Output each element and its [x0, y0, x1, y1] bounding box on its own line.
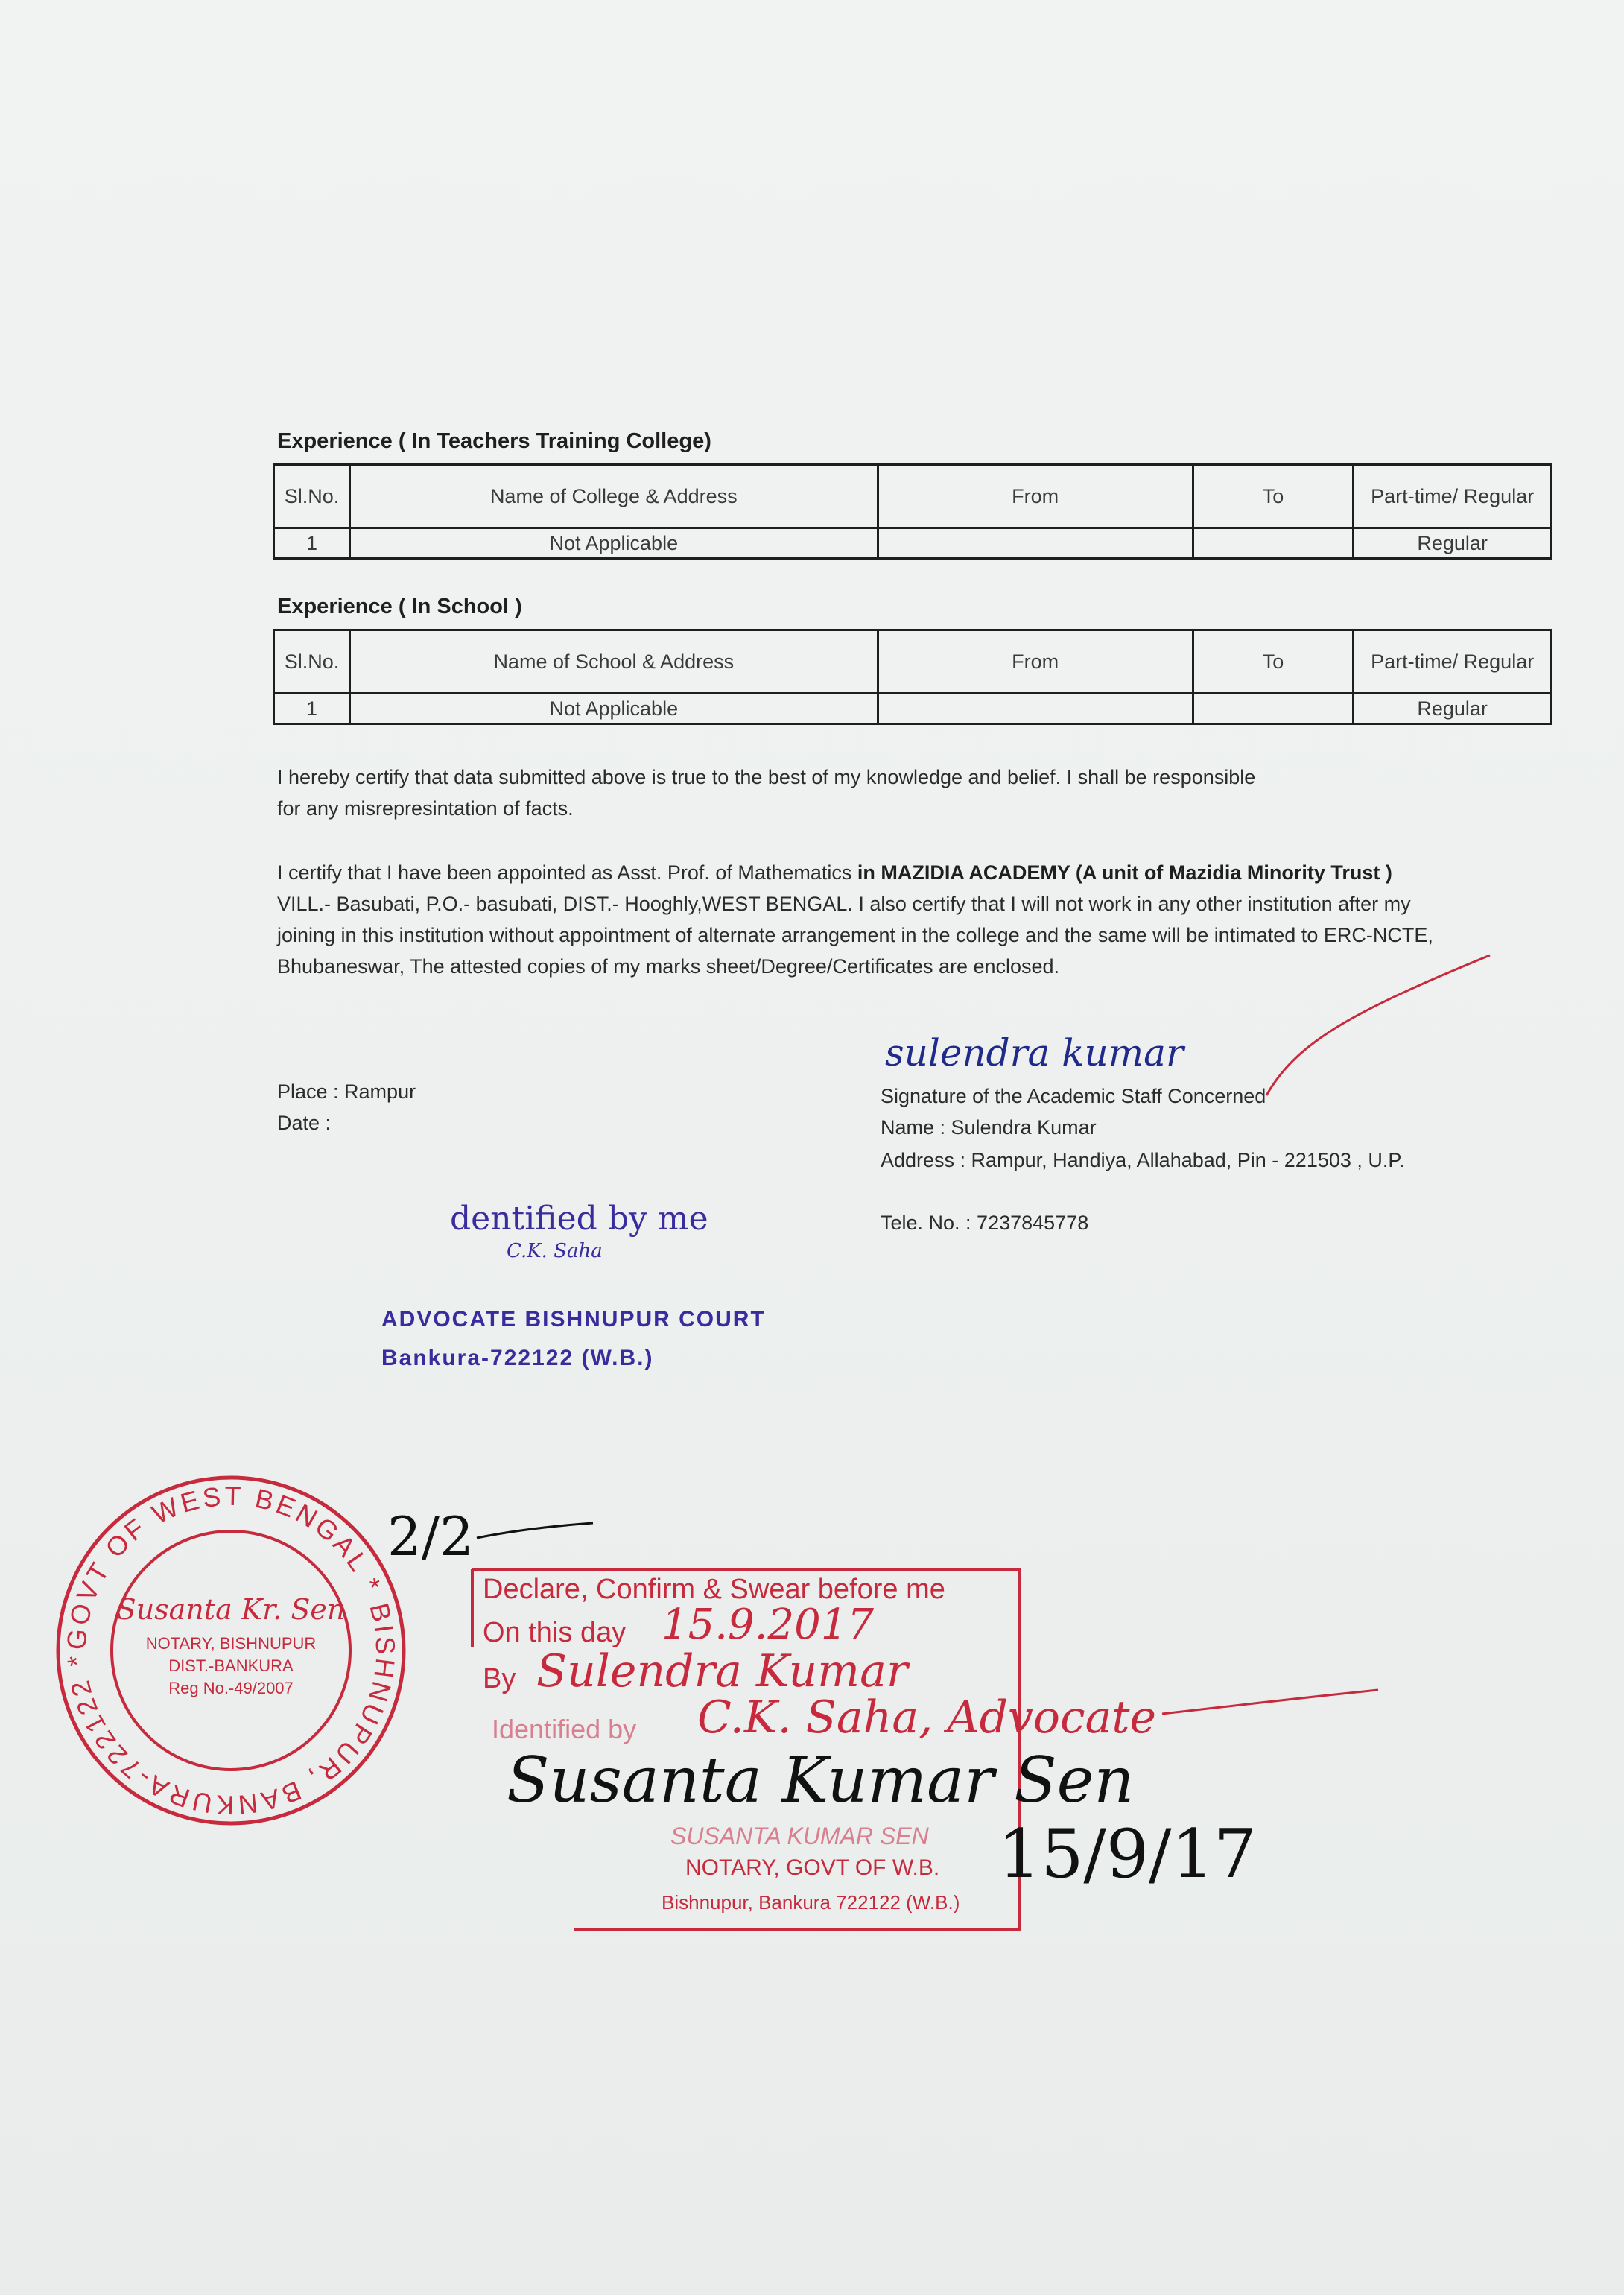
- signature-caption: Signature of the Academic Staff Concerned: [881, 1085, 1266, 1107]
- seal-line-3: Reg No.-49/2007: [168, 1679, 294, 1697]
- notary-printed-address: Bishnupur, Bankura 722122 (W.B.): [662, 1891, 960, 1913]
- notary-line-2-label: On this day: [483, 1617, 627, 1648]
- appointment-paragraph: [277, 857, 1439, 982]
- col-name: Name of School & Address: [349, 630, 878, 694]
- applicant-address: Address : Rampur, Handiya, Allahabad, Pin - 221503 , U.P.: [881, 1149, 1405, 1171]
- red-tick-mark: [1266, 954, 1505, 1103]
- notary-line-1: Declare, Confirm & Swear before me: [483, 1574, 945, 1605]
- notary-line-4-label: Identified by: [492, 1714, 637, 1744]
- table-row: [274, 694, 1552, 724]
- cell-to: [1193, 528, 1354, 559]
- page-mark-stroke: [477, 1520, 596, 1542]
- identifier-underline: [1162, 1687, 1386, 1717]
- cell-slno: 1: [274, 694, 350, 724]
- col-to: To: [1193, 465, 1354, 528]
- appointment-post: VILL.- Basubati, P.O.- basubati, DIST.- Hooghly,WEST BENGAL. I also certify that I will not work in any other institution after my joining in this institution without appointment of alternate arrangement in the college and the same will be intimated to ERC-NCTE, Bhubaneswar, The attested copies of my marks sheet/Degree/Certificates are enclosed.: [277, 893, 1433, 978]
- applicant-name: Name : Sulendra Kumar: [881, 1116, 1097, 1139]
- declaration-line-1: I hereby certify that data submitted above is true to the best of my knowledge and belief. I shall be responsible: [277, 766, 1256, 788]
- notary-line-3-label: By: [483, 1663, 516, 1694]
- notary-date-handwritten: 15.9.2017: [662, 1601, 875, 1649]
- col-from: From: [878, 465, 1193, 528]
- cell-to: [1193, 694, 1354, 724]
- col-slno: Sl.No.: [274, 630, 350, 694]
- cell-from: [878, 528, 1193, 559]
- notary-printed-name: SUSANTA KUMAR SEN: [670, 1823, 929, 1849]
- notary-signature: Susanta Kumar Sen: [507, 1744, 1135, 1817]
- table-header-row: [274, 465, 1552, 528]
- institution-name: in MAZIDIA ACADEMY (A unit of Mazidia Minority Trust ): [857, 861, 1392, 884]
- date-label: Date :: [277, 1112, 332, 1134]
- applicant-phone: Tele. No. : 7237845778: [881, 1212, 1089, 1234]
- seal-line-1: NOTARY, BISHNUPUR: [145, 1634, 317, 1653]
- identified-stamp-text: dentified by me: [450, 1200, 708, 1238]
- notary-deponent-handwritten: Sulendra Kumar: [536, 1645, 908, 1697]
- seal-name: Susanta Kr. Sen: [116, 1593, 346, 1626]
- cell-type: Regular: [1354, 528, 1552, 559]
- col-from: From: [878, 630, 1193, 694]
- cell-slno: 1: [274, 528, 350, 559]
- appointment-pre: I certify that I have been appointed as Asst. Prof. of Mathematics: [277, 861, 857, 884]
- cell-type: Regular: [1354, 694, 1552, 724]
- notary-printed-title: NOTARY, GOVT OF W.B.: [685, 1855, 940, 1880]
- school-title: Experience ( In School ): [277, 595, 522, 618]
- teachers-training-title: Experience ( In Teachers Training College): [277, 429, 711, 453]
- col-slno: Sl.No.: [274, 465, 350, 528]
- cell-from: [878, 694, 1193, 724]
- table-header-row: [274, 630, 1552, 694]
- seal-outer-text: GOVT OF WEST BENGAL * BISHNUPUR, BANKURA-722122 *: [60, 1480, 402, 1821]
- cell-name: Not Applicable: [349, 528, 878, 559]
- col-name: Name of College & Address: [349, 465, 878, 528]
- col-type: Part-time/ Regular: [1354, 630, 1552, 694]
- declaration-line-2: for any misrepresintation of facts.: [277, 797, 574, 820]
- col-to: To: [1193, 630, 1354, 694]
- notary-handwritten-date: 15/9/17: [998, 1815, 1257, 1893]
- teachers-training-table: [273, 463, 1552, 560]
- col-type: Part-time/ Regular: [1354, 465, 1552, 528]
- advocate-stamp-line-2: Bankura-722122 (W.B.): [381, 1346, 654, 1370]
- place-label: Place : Rampur: [277, 1080, 416, 1103]
- table-row: [274, 528, 1552, 559]
- identified-initials: C.K. Saha: [507, 1240, 603, 1262]
- school-table: [273, 629, 1552, 725]
- notary-identifier-handwritten: C.K. Saha, Advocate: [697, 1691, 1156, 1744]
- cell-name: Not Applicable: [349, 694, 878, 724]
- seal-line-2: DIST.-BANKURA: [168, 1656, 294, 1675]
- declaration-paragraph: [277, 762, 1469, 824]
- advocate-stamp-line-1: ADVOCATE BISHNUPUR COURT: [381, 1307, 766, 1332]
- page-mark: 2/2: [387, 1505, 474, 1568]
- notary-round-seal: [52, 1472, 410, 1829]
- applicant-signature: sulendra kumar: [885, 1031, 1184, 1074]
